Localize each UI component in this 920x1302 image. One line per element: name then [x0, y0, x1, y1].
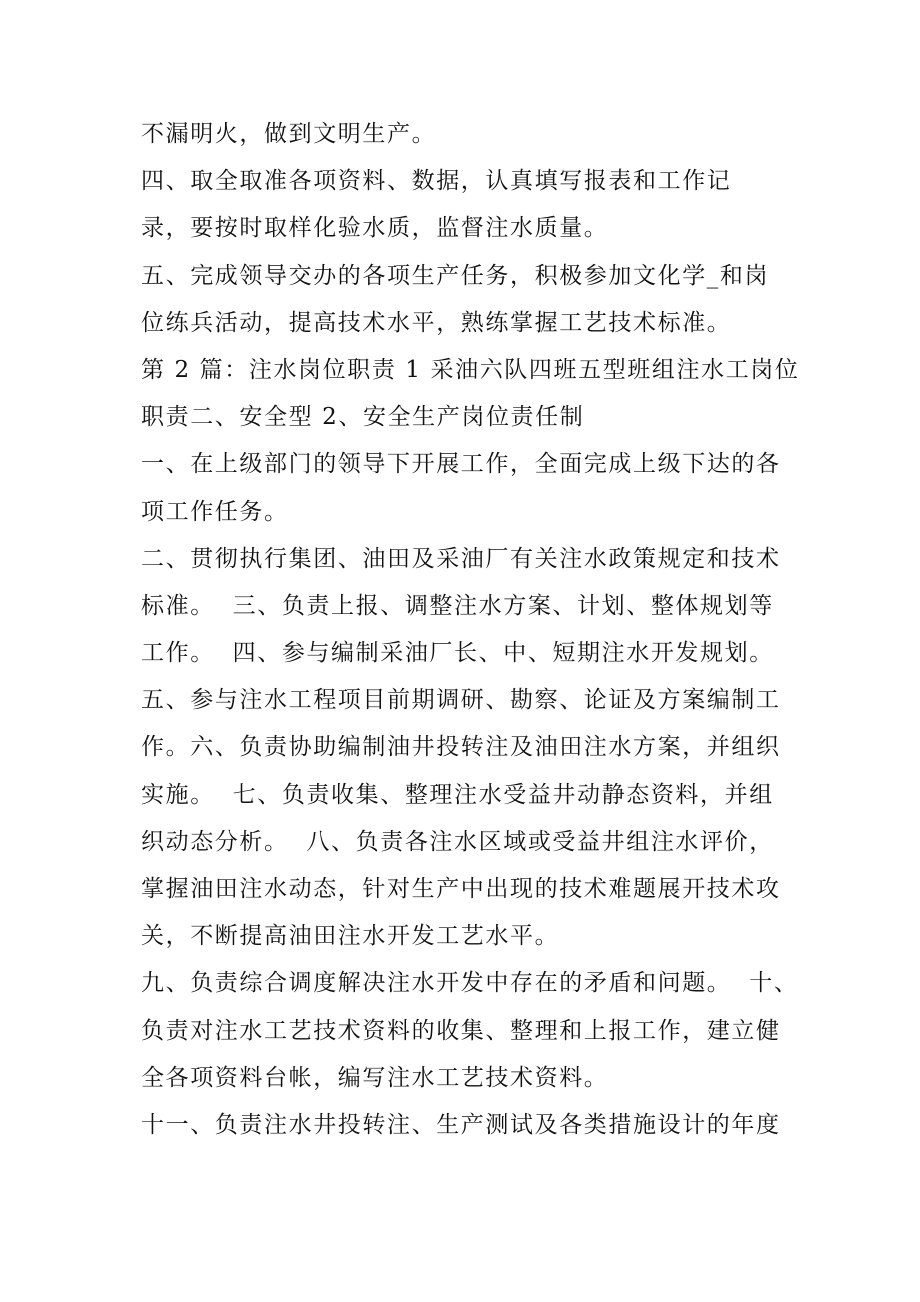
- text-line: 十一、负责注水井投转注、生产测试及各类措施设计的年度: [141, 1111, 781, 1138]
- text-line: 五、完成领导交办的各项生产任务，积极参加文化学_和岗: [141, 262, 770, 289]
- text-line: 工作。 四、参与编制采油厂长、中、短期注水开发规划。: [141, 640, 774, 667]
- text-line: 掌握油田注水动态，针对生产中出现的技术难题展开技术攻: [141, 876, 781, 902]
- text-line: 不漏明火，做到文明生产。: [141, 121, 437, 147]
- text-line: 作。六、负责协助编制油井投转注及油田注水方案，并组织: [141, 734, 781, 761]
- text-line: 录，要按时取样化验水质，监督注水质量。: [141, 215, 609, 242]
- text-line: 全各项资料台帐，编写注水工艺技术资料。: [141, 1064, 609, 1091]
- text-line: 标准。 三、负责上报、调整注水方案、计划、整体规划等: [141, 592, 774, 619]
- text-line: 织动态分析。 八、负责各注水区域或受益井组注水评价，: [141, 828, 774, 855]
- text-line: 负责对注水工艺技术资料的收集、整理和上报工作，建立健: [141, 1017, 781, 1044]
- document-body: [141, 111, 801, 1149]
- text-line: 九、负责综合调度解决注水开发中存在的矛盾和问题。 十、: [141, 970, 799, 997]
- section-heading-line: 第 2 篇：注水岗位职责 1 采油六队四班五型班组注水工岗位: [141, 356, 800, 383]
- text-line: 四、取全取准各项资料、数据，认真填写报表和工作记: [141, 168, 732, 195]
- text-line: 关，不断提高油田注水开发工艺水平。: [141, 923, 560, 950]
- text-line: 实施。 七、负责收集、整理注水受益井动静态资料，并组: [141, 781, 774, 808]
- text-line: 二、贯彻执行集团、油田及采油厂有关注水政策规定和技术: [141, 545, 781, 572]
- section-heading-line: 职责二、安全型 2、安全生产岗位责任制: [141, 404, 585, 431]
- text-line: 五、参与注水工程项目前期调研、勘察、论证及方案编制工: [141, 687, 781, 714]
- text-line: 一、在上级部门的领导下开展工作，全面完成上级下达的各: [141, 451, 781, 478]
- text-line: 项工作任务。: [141, 498, 289, 525]
- text-line: 位练兵活动，提高技术水平，熟练掌握工艺技术标准。: [141, 309, 732, 336]
